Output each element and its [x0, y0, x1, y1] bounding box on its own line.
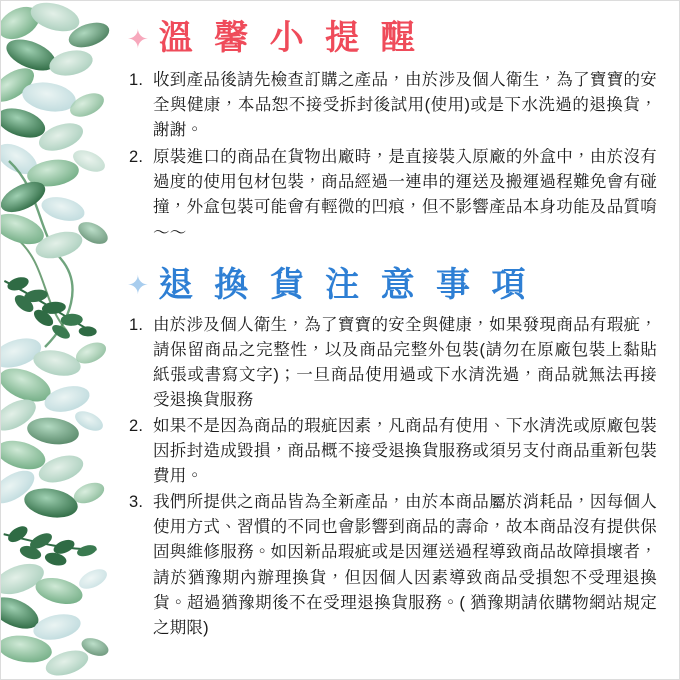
eucalyptus-leaves-decoration	[1, 1, 131, 680]
section-title: 退 換 貨 注 意 事 項	[158, 265, 532, 304]
warm-reminder-list	[127, 68, 657, 246]
list-item: 由於涉及個人衛生，為了寶寶的安全與健康，如果發現商品有瑕疵，請保留商品之完整性，以及商品完整外包裝(請勿在原廠包裝上黏貼紙張或書寫文字)；一旦商品使用過或下水清洗過，商品就無法再接受退換貨服務	[153, 315, 657, 409]
list-item: 如果不是因為商品的瑕疵因素，凡商品有使用、下水清洗或原廠包裝因拆封造成毀損，商品概不接受退換貨服務或須另支付商品重新包裝費用。	[153, 417, 657, 486]
section-heading-return-policy	[127, 266, 657, 305]
star-icon: ✦	[127, 270, 149, 301]
list-item: 我們所提供之商品皆為全新產品，由於本商品屬於消耗品，因每個人使用方式、習慣的不同也會影響到商品的壽命，故本商品沒有提供保固與維修服務。如因新品瑕疵或是因運送過程導致商品故障損壞者，請於猶豫期內辦理換貨，但因個人因素導致商品受損恕不受理退換貨。超過猶豫期後不在受理退換貨服務。( 猶豫期請依購物網站規定之期限)	[153, 493, 657, 637]
notice-content	[119, 1, 671, 680]
list-item: 收到產品後請先檢查訂購之產品，由於涉及個人衛生，為了寶寶的安全與健康，本品恕不接受拆封後試用(使用)或是下水洗過的退換貨，謝謝。	[153, 71, 657, 140]
return-policy-list	[127, 313, 657, 641]
star-icon: ✦	[127, 23, 149, 54]
list-item: 原裝進口的商品在貨物出廠時，是直接裝入原廠的外盒中，由於沒有過度的使用包材包裝，商品經過一連串的運送及搬運過程難免會有碰撞，外盒包裝可能會有輕微的凹痕，但不影響產品本身功能及品質唷～～	[153, 148, 657, 242]
section-title: 溫 馨 小 提 醒	[158, 19, 421, 57]
section-heading-warm-reminder	[127, 19, 657, 58]
